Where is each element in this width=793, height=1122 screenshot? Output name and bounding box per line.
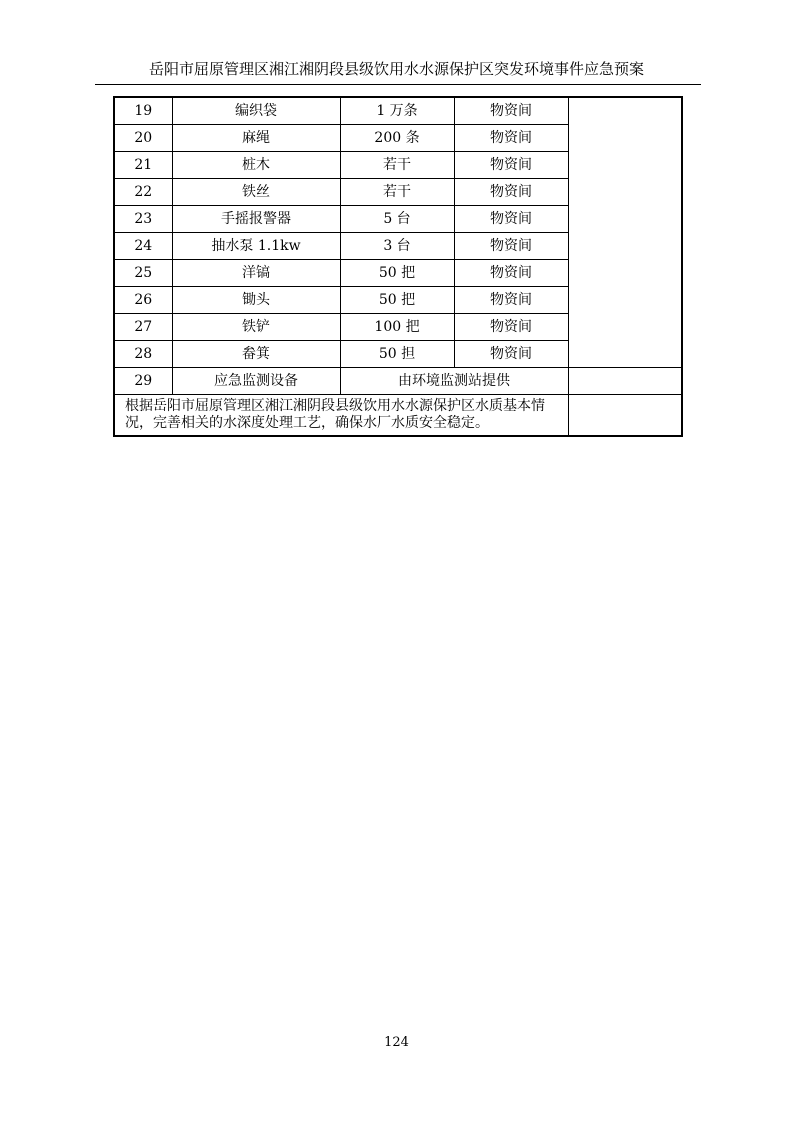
item-location: 物资间 bbox=[454, 179, 568, 206]
item-name: 桩木 bbox=[172, 152, 340, 179]
item-name: 畚箕 bbox=[172, 341, 340, 368]
item-location: 物资间 bbox=[454, 260, 568, 287]
item-name: 铁丝 bbox=[172, 179, 340, 206]
row-number: 19 bbox=[114, 97, 172, 125]
row-number: 21 bbox=[114, 152, 172, 179]
supplies-table bbox=[113, 96, 683, 437]
item-location: 物资间 bbox=[454, 341, 568, 368]
item-quantity: 5 台 bbox=[340, 206, 454, 233]
item-quantity: 若干 bbox=[340, 152, 454, 179]
table-row bbox=[114, 395, 682, 437]
item-name: 锄头 bbox=[172, 287, 340, 314]
item-location: 物资间 bbox=[454, 287, 568, 314]
page-header: 岳阳市屈原管理区湘江湘阴段县级饮用水水源保护区突发环境事件应急预案 bbox=[148, 60, 644, 78]
table-row bbox=[114, 97, 682, 125]
item-quantity: 50 担 bbox=[340, 341, 454, 368]
item-name: 抽水泵 1.1kw bbox=[172, 233, 340, 260]
item-quantity: 200 条 bbox=[340, 125, 454, 152]
table-row bbox=[114, 368, 682, 395]
row-number: 20 bbox=[114, 125, 172, 152]
row-number: 26 bbox=[114, 287, 172, 314]
item-name: 应急监测设备 bbox=[172, 368, 340, 395]
notes-cell bbox=[568, 368, 682, 395]
item-name: 手摇报警器 bbox=[172, 206, 340, 233]
item-quantity: 若干 bbox=[340, 179, 454, 206]
row-number: 23 bbox=[114, 206, 172, 233]
item-location: 物资间 bbox=[454, 206, 568, 233]
item-location: 物资间 bbox=[454, 233, 568, 260]
row-number: 22 bbox=[114, 179, 172, 206]
notes-cell bbox=[568, 97, 682, 368]
page-number: 124 bbox=[384, 1035, 409, 1050]
item-quantity: 100 把 bbox=[340, 314, 454, 341]
item-name: 麻绳 bbox=[172, 125, 340, 152]
item-quantity: 1 万条 bbox=[340, 97, 454, 125]
row-number: 29 bbox=[114, 368, 172, 395]
item-name: 编织袋 bbox=[172, 97, 340, 125]
item-name: 洋镐 bbox=[172, 260, 340, 287]
item-quantity: 50 把 bbox=[340, 260, 454, 287]
item-location: 物资间 bbox=[454, 125, 568, 152]
table-note: 根据岳阳市屈原管理区湘江湘阴段县级饮用水水源保护区水质基本情况，完善相关的水深度处理工艺，确保水厂水质安全稳定。 bbox=[114, 395, 568, 437]
notes-cell bbox=[568, 395, 682, 437]
item-quantity: 3 台 bbox=[340, 233, 454, 260]
item-location: 物资间 bbox=[454, 314, 568, 341]
item-location: 物资间 bbox=[454, 97, 568, 125]
row-number: 28 bbox=[114, 341, 172, 368]
header-divider bbox=[95, 84, 701, 85]
item-provider: 由环境监测站提供 bbox=[340, 368, 568, 395]
row-number: 25 bbox=[114, 260, 172, 287]
item-location: 物资间 bbox=[454, 152, 568, 179]
item-name: 铁铲 bbox=[172, 314, 340, 341]
row-number: 27 bbox=[114, 314, 172, 341]
item-quantity: 50 把 bbox=[340, 287, 454, 314]
row-number: 24 bbox=[114, 233, 172, 260]
